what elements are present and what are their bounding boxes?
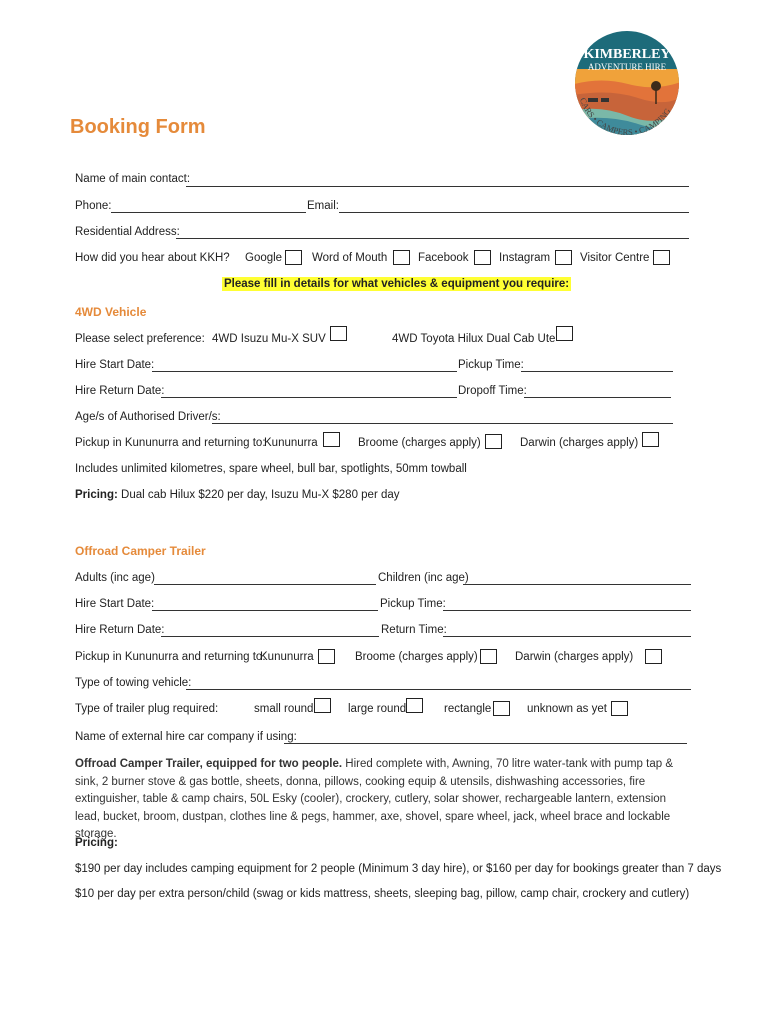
trailer-return-time-field[interactable] (443, 636, 691, 637)
vehicle-darwin-checkbox[interactable] (642, 432, 659, 447)
trailer-price-line2: $10 per day per extra person/child (swag or kids mattress, sheets, sleeping bag, pillow, camp chair, crockery and cutlery) (75, 888, 690, 900)
phone-field[interactable] (111, 212, 306, 213)
trailer-heading: Offroad Camper Trailer (75, 544, 206, 558)
vehicle-pickup-time-label: Pickup Time: (458, 359, 524, 371)
trailer-return-label: Hire Return Date: (75, 624, 165, 636)
trailer-price-line1: $190 per day includes camping equipment for 2 people (Minimum 3 day hire), or $160 per day for bookings greater than 7 days (75, 863, 722, 875)
address-field[interactable] (176, 238, 689, 239)
large-round-checkbox[interactable] (406, 698, 423, 713)
trailer-loc-kununurra: Kununurra (260, 651, 314, 663)
hire-car-field[interactable] (284, 743, 687, 744)
trailer-broome-checkbox[interactable] (480, 649, 497, 664)
hear-option-instagram: Instagram (499, 252, 551, 264)
instagram-checkbox[interactable] (555, 250, 572, 265)
towing-label: Type of towing vehicle: (75, 677, 192, 689)
trailer-pickup-label: Pickup in Kununurra and returning to: (75, 651, 266, 663)
adults-label: Adults (inc age) (75, 572, 155, 584)
vehicle-return-field[interactable] (161, 397, 457, 398)
trailer-start-field[interactable] (152, 610, 378, 611)
vehicle-loc-kununurra: Kununurra (264, 437, 318, 449)
ages-label: Age/s of Authorised Driver/s: (75, 411, 221, 423)
trailer-return-time-label: Return Time: (381, 624, 447, 636)
word-of-mouth-checkbox[interactable] (393, 250, 410, 265)
hilux-checkbox[interactable] (556, 326, 573, 341)
email-field[interactable] (339, 212, 689, 213)
unknown-checkbox[interactable] (611, 701, 628, 716)
trailer-description-text: Hired complete with, Awning, 70 litre water-tank with pump tap & sink, 2 burner stove & gas bottle, sheets, donna, pillows, cooking equip & utensils, dishwashing accessories, fire extinguisher, table & camp chairs, 50L Esky (cooler), crockery, cutlery, solar shower, rechargeable lantern, extension lead, bucket, broom, dustpan, clothes line & pegs, hammer, axe, shovel, spare wheel, jack, wheel brace and lockable storage. (75, 758, 673, 840)
rectangle-checkbox[interactable] (493, 701, 510, 716)
vehicle-start-label: Hire Start Date: (75, 359, 155, 371)
mux-checkbox[interactable] (330, 326, 347, 341)
company-logo (568, 24, 686, 152)
vehicle-dropoff-label: Dropoff Time: (458, 385, 527, 397)
trailer-loc-broome: Broome (charges apply) (355, 651, 478, 663)
plug-option-small-round: small round (254, 703, 314, 715)
trailer-kununurra-checkbox[interactable] (318, 649, 335, 664)
trailer-darwin-checkbox[interactable] (645, 649, 662, 664)
logo-line1: KIMBERLEY (583, 47, 671, 62)
vehicle-pickup-time-field[interactable] (521, 371, 673, 372)
logo-tagline: CARS • CAMPERS • CAMPING (578, 96, 673, 138)
name-field[interactable] (186, 186, 689, 187)
vehicle-dropoff-field[interactable] (524, 397, 671, 398)
name-label: Name of main contact: (75, 173, 191, 185)
trailer-pickup-time-label: Pickup Time: (380, 598, 446, 610)
vehicle-return-label: Hire Return Date: (75, 385, 165, 397)
option-mux-label: 4WD Isuzu Mu-X SUV (212, 333, 326, 345)
google-checkbox[interactable] (285, 250, 302, 265)
logo-line2: ADVENTURE HIRE (587, 62, 667, 72)
option-hilux-label: 4WD Toyota Hilux Dual Cab Ute (392, 333, 556, 345)
trailer-return-field[interactable] (161, 636, 379, 637)
vehicle-kununurra-checkbox[interactable] (323, 432, 340, 447)
plug-option-rectangle: rectangle (444, 703, 492, 715)
facebook-checkbox[interactable] (474, 250, 491, 265)
adults-field[interactable] (154, 584, 376, 585)
children-label: Children (inc age) (378, 572, 469, 584)
plug-option-unknown: unknown as yet (527, 703, 607, 715)
page-title: Booking Form (70, 116, 206, 138)
address-label: Residential Address: (75, 226, 180, 238)
hear-option-visitor-centre: Visitor Centre (580, 252, 650, 264)
vehicle-loc-broome: Broome (charges apply) (358, 437, 481, 449)
visitor-centre-checkbox[interactable] (653, 250, 670, 265)
children-field[interactable] (463, 584, 691, 585)
trailer-loc-darwin: Darwin (charges apply) (515, 651, 634, 663)
plug-option-large-round: large round (348, 703, 407, 715)
trailer-pricing-label: Pricing: (75, 837, 118, 849)
preference-label: Please select preference: (75, 333, 205, 345)
notice-banner: Please fill in details for what vehicles & equipment you require: (224, 278, 570, 290)
hear-option-word-of-mouth: Word of Mouth (312, 252, 388, 264)
vehicle-pickup-label: Pickup in Kununurra and returning to: (75, 437, 266, 449)
vehicle-includes: Includes unlimited kilometres, spare wheel, bull bar, spotlights, 50mm towball (75, 463, 467, 475)
vehicle-heading: 4WD Vehicle (75, 305, 147, 319)
phone-label: Phone: (75, 200, 112, 212)
plug-label: Type of trailer plug required: (75, 703, 219, 715)
vehicle-start-field[interactable] (152, 371, 457, 372)
vehicle-pricing-text: Dual cab Hilux $220 per day, Isuzu Mu-X $280 per day (121, 489, 400, 501)
trailer-description (75, 756, 685, 844)
hire-car-label: Name of external hire car company if using: (75, 731, 297, 743)
hear-option-google: Google (245, 252, 283, 264)
trailer-pickup-time-field[interactable] (443, 610, 691, 611)
small-round-checkbox[interactable] (314, 698, 331, 713)
vehicle-pricing-label: Pricing: (75, 489, 118, 501)
trailer-description-bold: Offroad Camper Trailer, equipped for two people. (75, 758, 343, 770)
towing-field[interactable] (186, 689, 691, 690)
ages-field[interactable] (212, 423, 673, 424)
hear-label: How did you hear about KKH? (75, 252, 230, 264)
trailer-start-label: Hire Start Date: (75, 598, 155, 610)
hear-option-facebook: Facebook (418, 252, 469, 264)
vehicle-broome-checkbox[interactable] (485, 434, 502, 449)
vehicle-loc-darwin: Darwin (charges apply) (520, 437, 639, 449)
email-label: Email: (307, 200, 339, 212)
vehicle-pricing (75, 489, 400, 501)
